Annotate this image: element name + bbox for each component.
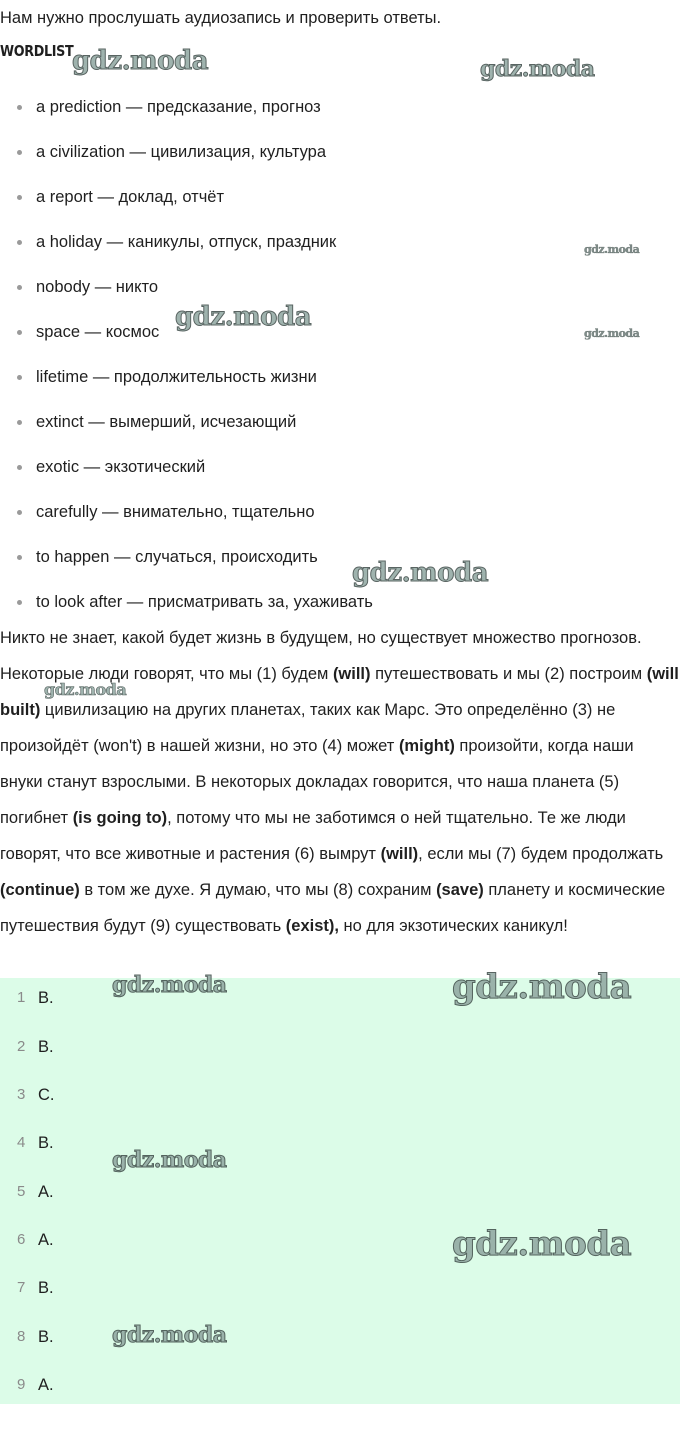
answer-word: (might) xyxy=(398,737,455,755)
bullet-icon xyxy=(17,240,22,245)
watermark-logo: gdz.moda xyxy=(44,680,127,699)
bullet-icon xyxy=(17,465,22,470)
bullet-icon xyxy=(17,285,22,290)
paragraph-text: произойти, когда наши внуки станут взрослыми. В некоторых докладах говорится, что наша планета (5) погибнет xyxy=(0,737,634,827)
list-item-text: to look after — присматривать за, ухаживать xyxy=(36,593,373,611)
answer-value: A. xyxy=(38,1376,54,1394)
list-item-text: space — космос xyxy=(36,323,160,341)
watermark-logo: gdz.moda xyxy=(112,1147,227,1173)
watermark-logo: gdz.moda xyxy=(175,302,312,332)
list-item-text: to happen — случаться, происходить xyxy=(36,548,318,566)
list-item xyxy=(0,355,373,400)
list-item xyxy=(0,400,373,445)
answer-value: C. xyxy=(38,1086,55,1104)
watermark-logo: gdz.moda xyxy=(352,558,489,588)
list-item xyxy=(0,265,373,310)
answer-word: (save) xyxy=(436,881,484,899)
answer-value: A. xyxy=(38,1183,54,1201)
bullet-icon xyxy=(17,600,22,605)
answer-number: 2 xyxy=(17,1038,26,1055)
paragraph-text: , потому что мы не заботимся о ней тщательно. Те же люди говорят, что все животные и растения (6) вымрут xyxy=(0,809,626,863)
answer-number: 9 xyxy=(17,1376,26,1393)
answer-number: 8 xyxy=(17,1328,26,1345)
answer-number: 5 xyxy=(17,1183,26,1200)
watermark-logo: gdz.moda xyxy=(112,1322,227,1348)
paragraph-text: планету и космические путешествия будут (9) существовать xyxy=(0,881,666,935)
answer-value: B. xyxy=(38,1328,54,1346)
list-item-text: a civilization — цивилизация, культура xyxy=(36,143,327,161)
list-item-text: exotic — экзотический xyxy=(36,458,206,476)
answer-number: 3 xyxy=(17,1086,26,1103)
watermark-logo: gdz.moda xyxy=(584,243,640,256)
intro-text: Нам нужно прослушать аудиозапись и проверить ответы. xyxy=(0,9,442,27)
list-item-text: extinct — вымерший, исчезающий xyxy=(36,413,297,431)
bullet-icon xyxy=(17,105,22,110)
watermark-logo: gdz.moda xyxy=(584,327,640,340)
list-item xyxy=(0,175,373,220)
answer-value: B. xyxy=(38,989,54,1007)
watermark-logo: gdz.moda xyxy=(480,56,595,82)
list-item xyxy=(0,220,373,265)
bullet-icon xyxy=(17,555,22,560)
list-item-text: a prediction — предсказание, прогноз xyxy=(36,98,321,116)
bullet-icon xyxy=(17,330,22,335)
bullet-icon xyxy=(17,375,22,380)
list-item-text: lifetime — продолжительность жизни xyxy=(36,368,317,386)
answer-value: A. xyxy=(38,1231,54,1249)
answer-number: 7 xyxy=(17,1279,26,1296)
bullet-icon xyxy=(17,420,22,425)
wordlist xyxy=(0,85,373,625)
list-item xyxy=(0,580,373,625)
wordlist-title: WORDLIST xyxy=(0,42,74,60)
answer-word: (exist), xyxy=(285,917,339,935)
answer-value: B. xyxy=(38,1134,54,1152)
list-item xyxy=(0,490,373,535)
list-item-text: a report — доклад, отчёт xyxy=(36,188,225,206)
answer-value: B. xyxy=(38,1038,54,1056)
list-item-text: carefully — внимательно, тщательно xyxy=(36,503,315,521)
answer-number: 1 xyxy=(17,989,26,1006)
answers-panel xyxy=(0,978,680,1404)
answer-paragraph xyxy=(0,620,680,944)
list-item-text: a holiday — каникулы, отпуск, праздник xyxy=(36,233,337,251)
answer-word: (will) xyxy=(332,665,371,683)
list-item xyxy=(0,445,373,490)
paragraph-text: но для экзотических каникул! xyxy=(338,917,568,935)
answer-word: (will) xyxy=(380,845,419,863)
list-item-text: nobody — никто xyxy=(36,278,159,296)
paragraph-text: цивилизацию на других планетах, таких как Марс. Это определённо (3) не произойдёт (won't) в нашей жизни, но это (4) может xyxy=(0,701,616,755)
bullet-icon xyxy=(17,195,22,200)
watermark-logo: gdz.moda xyxy=(452,967,632,1007)
watermark-logo: gdz.moda xyxy=(72,46,209,76)
answer-word: (will built) xyxy=(0,665,679,719)
paragraph-text: путешествовать и мы (2) построим xyxy=(370,665,647,683)
answer-value: B. xyxy=(38,1279,54,1297)
paragraph-text: в том же духе. Я думаю, что мы (8) сохраним xyxy=(79,881,437,899)
bullet-icon xyxy=(17,510,22,515)
answer-number: 4 xyxy=(17,1134,26,1151)
list-item xyxy=(0,85,373,130)
answer-word: (is going to) xyxy=(72,809,168,827)
bullet-icon xyxy=(17,150,22,155)
watermark-logo: gdz.moda xyxy=(112,972,227,998)
paragraph-text: , если мы (7) будем продолжать xyxy=(418,845,664,863)
watermark-logo: gdz.moda xyxy=(452,1224,632,1264)
answer-word: (continue) xyxy=(0,881,80,899)
paragraph-text: Никто не знает, какой будет жизнь в будущем, но существует множество прогнозов. Некоторые люди говорят, что мы (1) будем xyxy=(0,629,642,683)
list-item xyxy=(0,310,373,355)
list-item xyxy=(0,535,373,580)
answer-number: 6 xyxy=(17,1231,26,1248)
list-item xyxy=(0,130,373,175)
